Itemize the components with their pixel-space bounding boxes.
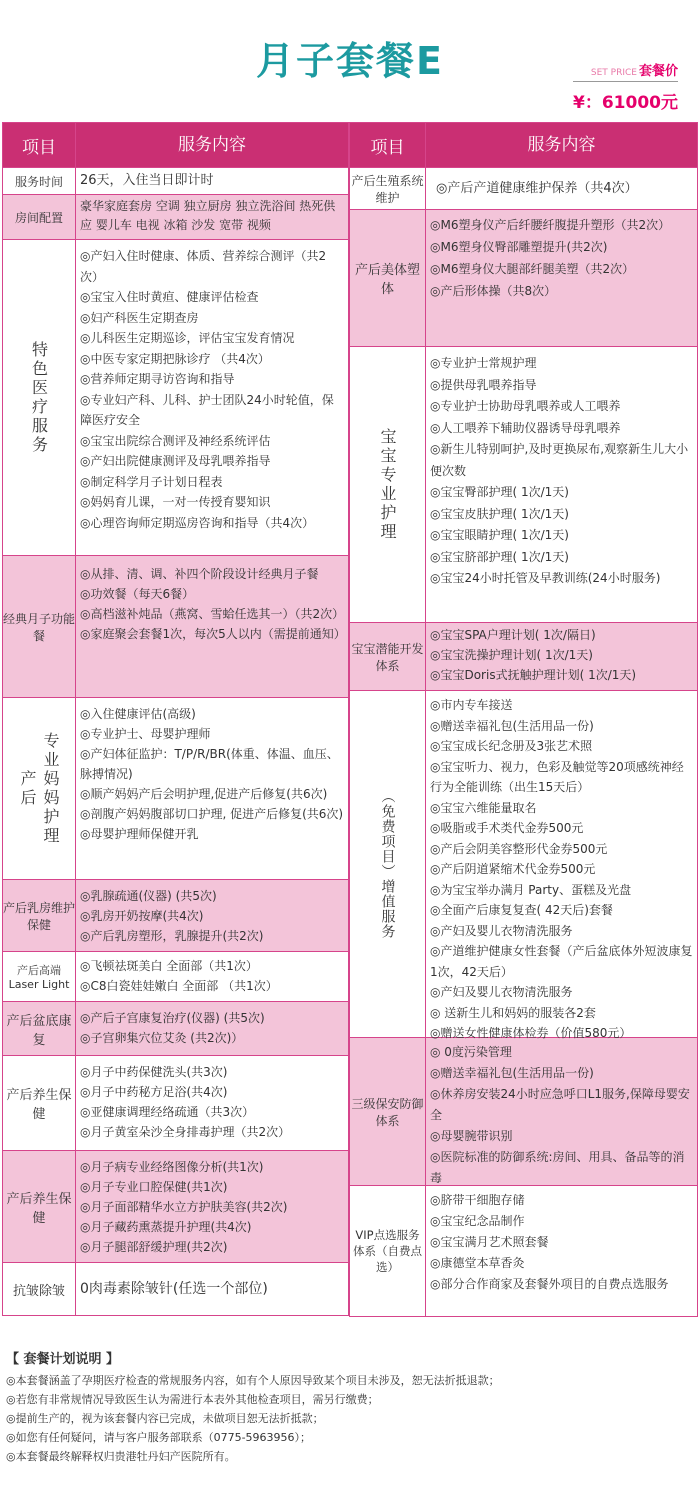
left-row-wellness-2: [3, 1151, 348, 1263]
list-item: ◎家庭聚会套餐1次，每次5人以内（需提前通知）: [80, 627, 346, 641]
list-item: ◎飞顿祛斑美白 全面部（共1次）: [80, 959, 258, 973]
list-item: ◎宝宝眼睛护理( 1次/1天): [430, 528, 569, 542]
list-item: ◎宝宝Doris式抚触护理计划( 1次/1天): [430, 668, 637, 682]
list-item: ◎宝宝满月艺术照套餐: [430, 1235, 549, 1249]
list-item: ◎M6塑身仪臀部雕塑提升(共2次): [430, 240, 608, 254]
left-row-meals: [3, 556, 348, 698]
list-item: ◎心理咨询师定期巡房咨询和指导（共4次）: [80, 515, 315, 530]
list-item: ◎新生儿特别呵护,及时更换尿布,观察新生儿大小便次数: [430, 442, 689, 478]
notes-line: ◎如您有任何疑问，请与客户服务部联系（0775-5963956）；: [6, 1431, 312, 1444]
list-item: ◎妇产科医生定期查房: [80, 310, 199, 325]
list-item: ◎产后产道健康维护保养（共4次）: [436, 180, 638, 196]
right-table-header: [350, 123, 697, 168]
left-row-mom-care: [3, 698, 348, 880]
list-item: ◎休养房安装24小时应急呼口L1服务,保障母婴安全: [430, 1087, 690, 1122]
notes-line: ◎提前生产的，视为该套餐内容已完成，未做项目恕无法折抵款；: [6, 1412, 324, 1425]
row-label: 专业妈妈护理产后: [3, 698, 76, 879]
package-notes: [6, 1350, 696, 1466]
row-label: 特色医疗服务: [3, 240, 76, 555]
list-item: ◎医院标准的防御系统:房间、用具、备品等的消毒: [430, 1150, 685, 1185]
list-item: ◎母婴腕带识别: [430, 1129, 513, 1143]
list-item: ◎赠送幸福礼包(生活用品一份): [430, 1066, 594, 1080]
left-row-breast: [3, 880, 348, 952]
price-label-en: SET PRICE: [590, 68, 637, 78]
row-label: 抗皱除皱: [3, 1263, 76, 1315]
right-row-baby-potential: [350, 623, 697, 691]
left-row-room: [3, 195, 348, 240]
row-content: [426, 691, 697, 1040]
list-item: ◎脐带干细胞存储: [430, 1193, 525, 1207]
list-item: ◎宝宝成长纪念册及3张艺术照: [430, 739, 593, 753]
list-item: ◎专业护士、母婴护理师: [80, 727, 211, 741]
notes-line: ◎本套餐涵盖了孕期医疗检查的常规服务内容，如有个人原因导致某个项目未涉及，恕无法折抵退款；: [6, 1374, 500, 1387]
list-item: 26天，入住当日即计时: [80, 173, 214, 188]
list-item: ◎营养师定期寻访咨询和指导: [80, 372, 235, 386]
list-item: ◎产后会阴美容整形代金券500元: [430, 841, 608, 856]
list-item: ◎宝宝脐部护理( 1次/1天): [430, 549, 569, 564]
right-row-baby-care: [350, 347, 697, 623]
header: [0, 0, 700, 120]
list-item: ◎宝宝纪念品制作: [430, 1214, 525, 1228]
list-item: ◎M6塑身仪大腿部纤腿美塑（共2次）: [430, 262, 635, 276]
row-content: [76, 556, 348, 697]
price-box: [573, 60, 678, 113]
row-label: 产后生殖系统维护: [350, 168, 426, 209]
list-item: ◎康德堂本草香灸: [430, 1256, 525, 1270]
list-item: ◎从排、清、调、补四个阶段设计经典月子餐: [80, 567, 319, 581]
row-label: 产后养生保健: [3, 1151, 76, 1262]
row-label: 产后美体塑体: [350, 210, 426, 346]
right-row-body-shaping: [350, 210, 697, 347]
row-content: [76, 195, 348, 239]
row-label: 产后乳房维护保健: [3, 880, 76, 951]
list-item: ◎宝宝出院综合测评及神经系统评估: [80, 433, 271, 448]
row-label: 宝宝潜能开发体系: [350, 623, 426, 690]
row-content: [426, 1038, 697, 1185]
list-item: ◎部分合作商家及套餐外项目的自费点选服务: [430, 1277, 669, 1291]
list-item: ◎提供母乳喂养指导: [430, 377, 537, 392]
row-label: 产后高端 Laser Light: [3, 952, 76, 1001]
price-label-cn: 套餐价: [638, 64, 678, 79]
list-item: ◎月子中药秘方足浴(共4次): [80, 1085, 228, 1099]
row-content: [76, 698, 348, 879]
list-item: ◎乳腺疏通(仪器) (共5次): [80, 889, 217, 903]
list-item: ◎全面产后康复复查( 42天后)套餐: [430, 903, 613, 917]
left-row-wrinkle: [3, 1263, 348, 1315]
list-item: ◎宝宝24小时托管及早教训练(24小时服务): [430, 571, 661, 585]
list-item: ◎剖腹产妈妈腹部切口护理, 促进产后修复(共6次): [80, 807, 344, 821]
list-item: ◎月子面部精华水立方护肤美容(共2次): [80, 1200, 288, 1214]
list-item: ◎月子腿部舒缓护理(共2次): [80, 1240, 228, 1254]
row-content: [426, 347, 697, 622]
row-label: 房间配置: [3, 195, 76, 239]
list-item: ◎产妇出院健康测评及母乳喂养指导: [80, 454, 271, 468]
row-label: 产后盆底康复: [3, 1002, 76, 1055]
row-label: 三级保安防御体系: [350, 1038, 426, 1185]
list-item: ◎人工喂养下辅助仪器诱导母乳喂养: [430, 420, 621, 435]
col-content-header: 服务内容: [527, 135, 596, 155]
list-item: ◎为宝宝举办满月 Party、蛋糕及光盘: [430, 882, 632, 897]
left-row-service-time: [3, 168, 348, 195]
list-item: ◎产妇入住时健康、体质、营养综合测评（共2次）: [80, 249, 327, 284]
list-item: ◎中医专家定期把脉诊疗 （共4次）: [80, 351, 270, 366]
list-item: ◎ 送新生儿和妈妈的服装各2套: [430, 1005, 596, 1020]
list-item: ◎产妇体征监护：T/P/R/BR(体重、体温、血压、脉搏情况): [80, 747, 339, 781]
left-row-medical: [3, 240, 348, 556]
list-item: ◎C8白瓷娃娃嫩白 全面部 （共1次）: [80, 979, 278, 993]
row-label: 宝宝专业护理: [350, 347, 426, 622]
row-content: [76, 1002, 348, 1055]
list-item: ◎制定科学月子计划日程表: [80, 474, 223, 489]
list-item: ◎宝宝入住时黄疸、健康评估检查: [80, 290, 259, 304]
list-item: ◎产后阴道紧缩术代金券500元: [430, 862, 596, 876]
list-item: ◎市内专车接送: [430, 698, 513, 712]
col-content-header: 服务内容: [178, 135, 246, 155]
row-content: [426, 168, 697, 209]
list-item: ◎宝宝六维能量取名: [430, 800, 537, 815]
list-item: ◎高档滋补炖品（燕窝、雪蛤任选其一）（共2次）: [80, 607, 345, 621]
list-item: ◎月子病专业经络图像分析(共1次): [80, 1160, 264, 1174]
left-table-header: [3, 123, 348, 168]
list-item: ◎月子藏药熏蒸提升护理(共4次): [80, 1220, 252, 1234]
list-item: ◎功效餐（每天6餐）: [80, 587, 195, 601]
row-label: 经典月子功能餐: [3, 556, 76, 697]
list-item: ◎宝宝臀部护理( 1次/1天): [430, 485, 569, 499]
row-content: [76, 880, 348, 951]
list-item: ◎宝宝皮肤护理( 1次/1天): [430, 506, 569, 521]
list-item: ◎专业妇产科、儿科、护士团队24小时轮值，保障医疗安全: [80, 392, 334, 427]
list-item: 豪华家庭套房 空调 独立厨房 独立洗浴间 热死供应 婴儿车 电视 冰箱 沙发 宽带 视频: [80, 199, 336, 232]
row-content: [426, 210, 697, 346]
list-item: 0肉毒素除皱针(任选一个部位): [80, 1281, 268, 1297]
list-item: ◎吸脂或手术类代金券500元: [430, 821, 584, 835]
price-value: ¥：61000元: [573, 93, 678, 113]
row-content: [76, 952, 348, 1001]
notes-heading: 【 套餐计划说明 】: [6, 1352, 120, 1367]
row-content: [76, 1056, 348, 1150]
list-item: ◎母婴护理师保健开乳: [80, 827, 199, 841]
list-item: ◎专业护士常规护理: [430, 356, 537, 370]
row-content: [426, 623, 697, 690]
col-item-header: 项目: [350, 123, 426, 167]
list-item: ◎产后乳房塑形，乳腺提升(共2次): [80, 929, 264, 943]
list-item: ◎妈妈育儿课，一对一传授育婴知识: [80, 495, 271, 509]
row-content: [76, 1263, 348, 1315]
row-content: [76, 1151, 348, 1262]
right-row-free-services: [350, 691, 697, 1038]
col-item-header: 项目: [3, 123, 76, 167]
list-item: ◎月子专业口腔保健(共1次): [80, 1180, 228, 1194]
price-label: [573, 60, 678, 82]
list-item: ◎亚健康调理经络疏通（共3次）: [80, 1105, 255, 1119]
row-label: （免费项目）增值服务: [350, 691, 426, 1037]
list-item: ◎宝宝听力、视力，色彩及触觉等20项感统神经行为全能训练（出生15天后）: [430, 759, 684, 794]
list-item: ◎宝宝洗操护理计划( 1次/1天): [430, 648, 593, 662]
left-row-laser: [3, 952, 348, 1002]
right-table: [349, 122, 698, 1317]
row-label: 产后养生保健: [3, 1056, 76, 1150]
right-row-vip: [350, 1186, 697, 1316]
list-item: ◎顺产妈妈产后会明护理,促进产后修复(共6次): [80, 787, 328, 801]
row-label: 服务时间: [3, 168, 76, 194]
list-item: ◎产妇及婴儿衣物清洗服务: [430, 985, 573, 999]
list-item: ◎赠送女性健康体检券（价值580元）: [430, 1026, 632, 1040]
list-item: ◎子宫卵集穴位艾灸 (共2次)）: [80, 1031, 244, 1045]
row-label: VIP点选服务体系（自费点选）: [350, 1186, 426, 1316]
list-item: ◎专业护士协助母乳喂养或人工喂养: [430, 399, 621, 413]
list-item: ◎产后子宫康复治疗(仪器) (共5次): [80, 1011, 265, 1025]
list-item: ◎赠送幸福礼包(生活用品一份): [430, 718, 594, 733]
list-item: ◎月子中药保健洗头(共3次): [80, 1065, 228, 1079]
page-title: 月子套餐E: [256, 39, 444, 83]
list-item: ◎宝宝SPA户理计划( 1次/隔日): [430, 628, 596, 642]
right-row-security: [350, 1038, 697, 1186]
list-item: ◎乳房开奶按摩(共4次): [80, 909, 204, 923]
left-row-wellness-1: [3, 1056, 348, 1151]
row-content: [76, 168, 348, 194]
notes-line: ◎若您有非常规情况导致医生认为需进行本表外其他检查项目，需另行缴费；: [6, 1393, 379, 1406]
left-table: [2, 122, 349, 1316]
list-item: ◎产妇及婴儿衣物清洗服务: [430, 923, 573, 938]
list-item: ◎入住健康评估(高级): [80, 707, 196, 721]
notes-line: ◎本套餐最终解释权归贵港牡丹妇产医院所有。: [6, 1450, 236, 1463]
list-item: ◎月子黄室朵沙全身排毒护理（共2次）: [80, 1125, 291, 1139]
list-item: ◎产后形体操（共8次）: [430, 284, 557, 298]
row-content: [426, 1186, 697, 1316]
list-item: ◎ 0度污染管理: [430, 1045, 512, 1059]
row-content: [76, 240, 348, 555]
left-row-pelvic: [3, 1002, 348, 1056]
list-item: ◎产道维护健康女性套餐（产后盆底体外短波康复1次，42天后）: [430, 944, 693, 979]
list-item: ◎M6塑身仪产后纤腰纤腹提升塑形（共2次）: [430, 218, 671, 232]
right-row-reproductive: [350, 168, 697, 210]
list-item: ◎儿科医生定期巡诊，评估宝宝发育情况: [80, 331, 295, 345]
